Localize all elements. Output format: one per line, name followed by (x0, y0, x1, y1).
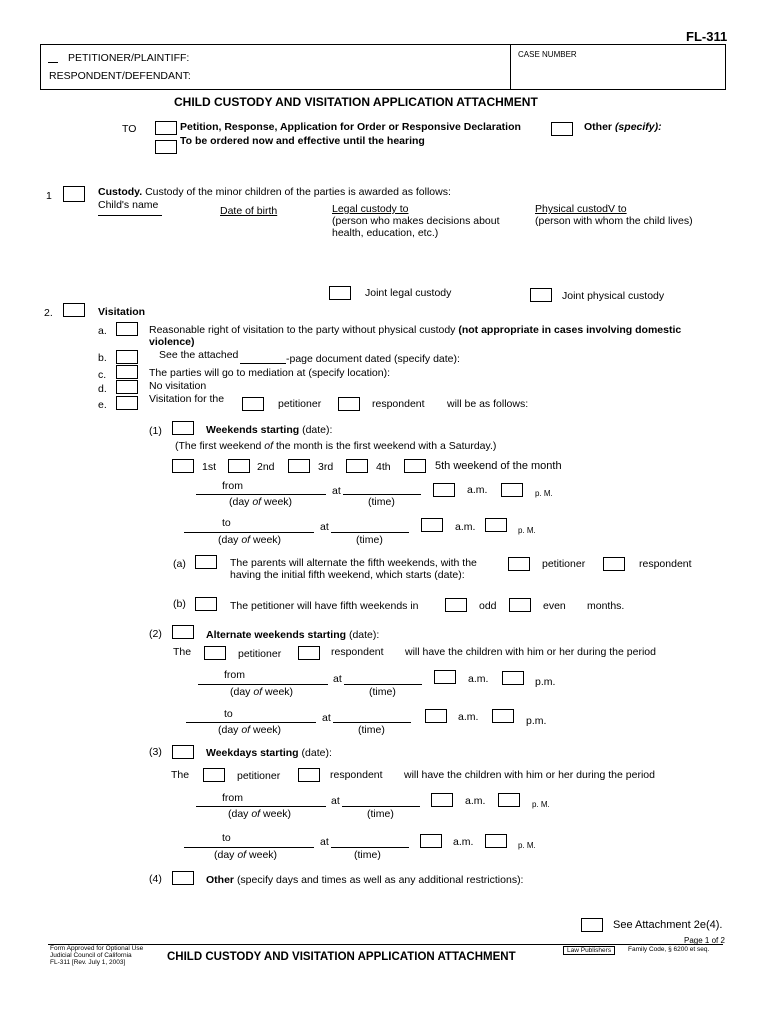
w1-heading-line: Weekends starting (date): (206, 424, 333, 436)
w4-number: (4) (149, 873, 162, 885)
w1-to-day-line[interactable] (184, 532, 314, 533)
w3-from-at: at (331, 795, 340, 807)
s2b-letter: b. (98, 352, 107, 364)
w3-to-time-line[interactable] (331, 847, 409, 848)
s2d-text: No visitation (149, 380, 207, 392)
col-date-of-birth: Date of birth (220, 205, 278, 217)
w2-from-at: at (333, 673, 342, 685)
w1a-text-1: The parents will alternate the fifth weekends, with the (230, 557, 477, 569)
w2-checkbox[interactable] (172, 625, 194, 639)
w1-from-pm-checkbox[interactable] (501, 483, 523, 497)
approval-line-1: Form Approved for Optional Use (50, 945, 144, 952)
w3-from-pm-checkbox[interactable] (498, 793, 520, 807)
w2-petitioner-label: petitioner (238, 648, 282, 660)
w1-to-am-label: a.m. (455, 521, 476, 533)
col-physical-desc: (person with whom the child lives) (535, 215, 693, 227)
w2-from-am-label: a.m. (468, 673, 489, 685)
w1-from-label: from (222, 480, 243, 492)
w3-from-day-line[interactable] (196, 806, 326, 807)
w3-to-am-label: a.m. (453, 836, 474, 848)
to-other-label: Other (specify): (584, 121, 662, 133)
custody-checkbox[interactable] (63, 186, 85, 202)
w3-to-pm-checkbox[interactable] (485, 834, 507, 848)
joint-legal-checkbox[interactable] (329, 286, 351, 300)
s2e-respondent-checkbox[interactable] (338, 397, 360, 411)
w1a-label: (a) (173, 558, 186, 570)
w3-from-time-line[interactable] (342, 806, 420, 807)
s2a-letter: a. (98, 325, 107, 337)
w3-number: (3) (149, 746, 162, 758)
w2-from-pm-label: p.m. (535, 676, 556, 688)
w1-3rd-checkbox[interactable] (288, 459, 310, 473)
w3-respondent-label: respondent (330, 769, 383, 781)
s2d-letter: d. (98, 383, 107, 395)
s2a-bold: (not appropriate in cases involving domestic (458, 324, 682, 336)
w1b-checkbox[interactable] (195, 597, 217, 611)
w1-to-am-checkbox[interactable] (421, 518, 443, 532)
col-legal-desc-1: (person who makes decisions about (332, 215, 500, 227)
w1-to-label: to (222, 517, 231, 529)
s2c-checkbox[interactable] (116, 365, 138, 379)
w1-to-time-caption: (time) (356, 534, 383, 546)
w1-5th-label: 5th weekend of the month (435, 460, 562, 472)
w4-heading-line: Other (specify days and times as well as any additional restrictions): (206, 874, 524, 886)
visitation-checkbox[interactable] (63, 303, 85, 317)
w1-4th-checkbox[interactable] (346, 459, 368, 473)
case-number-label: CASE NUMBER (518, 50, 577, 59)
w2-heading-line: Alternate weekends starting (date): (206, 629, 380, 641)
w1-1st-checkbox[interactable] (172, 459, 194, 473)
w1-to-day-caption: (day of week) (218, 534, 282, 546)
w1-from-time-line[interactable] (343, 494, 421, 495)
w1-from-day-caption: (day of week) (229, 496, 293, 508)
w2-period-text: will have the children with him or her during the period (405, 646, 656, 658)
w1-from-pm-label: p. M. (535, 489, 553, 498)
family-code: Family Code, § 6200 et seq. (628, 946, 710, 953)
footer-rule (48, 944, 723, 945)
w3-heading-line: Weekdays starting (date): (206, 747, 332, 759)
s1-number: 1 (46, 190, 52, 202)
w2-from-am-checkbox[interactable] (434, 670, 456, 684)
w3-from-am-label: a.m. (465, 795, 486, 807)
page-number: Page 1 of 2 (684, 936, 725, 945)
w1-note: (The first weekend of the month is the first weekend with a Saturday.) (175, 440, 497, 452)
w3-to-pm-label: p. M. (518, 841, 536, 850)
w2-to-am-checkbox[interactable] (425, 709, 447, 723)
see-attachment-checkbox[interactable] (581, 918, 603, 932)
w2-to-am-label: a.m. (458, 711, 479, 723)
w3-petitioner-label: petitioner (237, 770, 281, 782)
approval-block (50, 946, 143, 966)
s2e-checkbox[interactable] (116, 396, 138, 410)
w2-the: The (173, 646, 192, 658)
w1a-petitioner-label: petitioner (542, 558, 586, 570)
w1-2nd-checkbox[interactable] (228, 459, 250, 473)
s2b-text-1: See the attached (159, 349, 239, 361)
w3-to-am-checkbox[interactable] (420, 834, 442, 848)
w3-period-text: will have the children with him or her during the period (404, 769, 655, 781)
w3-to-at: at (320, 836, 329, 848)
s2c-letter: c. (98, 369, 107, 381)
w1b-months-label: months. (587, 600, 625, 612)
w3-from-pm-label: p. M. (532, 800, 550, 809)
w1b-odd-checkbox[interactable] (445, 598, 467, 612)
w1b-text: The petitioner will have fifth weekends in (230, 600, 419, 612)
s2b-checkbox[interactable] (116, 350, 138, 364)
to-petition-text: Petition, Response, Application for Order or Responsive Declaration (180, 121, 521, 133)
approval-line-2: Judicial Council of California (50, 951, 132, 959)
s2e-follows: will be as follows: (447, 398, 529, 410)
w2-to-day-caption: (day of week) (218, 724, 282, 736)
approval-line-3: FL-311 [Rev. July 1, 2003] (50, 958, 126, 966)
w2-number: (2) (149, 628, 162, 640)
w3-respondent-checkbox[interactable] (298, 768, 320, 782)
w3-the: The (171, 769, 190, 781)
w2-from-day-caption: (day of week) (230, 686, 294, 698)
w3-from-time-caption: (time) (367, 808, 394, 820)
w2-to-pm-label: p.m. (526, 715, 547, 727)
w2-to-label: to (224, 708, 233, 720)
s2e-petitioner-checkbox[interactable] (242, 397, 264, 411)
w2-to-time-line[interactable] (333, 722, 411, 723)
caption-divider (510, 44, 511, 90)
childs-name-line (98, 215, 162, 216)
w1-heading: Weekends starting (206, 424, 300, 436)
s2a-bold-2: violence) (149, 336, 195, 348)
w2-to-pm-checkbox[interactable] (492, 709, 514, 723)
s2b-pages-line[interactable] (240, 363, 286, 364)
w4-checkbox[interactable] (172, 871, 194, 885)
w1-4th-label: 4th (376, 461, 391, 473)
s2-number: 2. (44, 307, 53, 319)
w1-2nd-label: 2nd (257, 461, 275, 473)
w3-checkbox[interactable] (172, 745, 194, 759)
w2-from-pm-checkbox[interactable] (502, 671, 524, 685)
petitioner-label: PETITIONER/PLAINTIFF: (68, 52, 190, 64)
w2-to-at: at (322, 712, 331, 724)
to-other-checkbox[interactable] (551, 122, 573, 136)
w3-from-am-checkbox[interactable] (431, 793, 453, 807)
w2-respondent-label: respondent (331, 646, 384, 658)
to-petition-checkbox[interactable] (155, 121, 177, 135)
w1-to-at: at (320, 521, 329, 533)
w1-5th-checkbox[interactable] (404, 459, 426, 473)
w1a-respondent-checkbox[interactable] (603, 557, 625, 571)
col-legal-custody: Legal custody to (332, 203, 409, 215)
joint-physical-checkbox[interactable] (530, 288, 552, 302)
w1-3rd-label: 3rd (318, 461, 334, 473)
form-number: FL-311 (686, 29, 728, 44)
w1-from-time-caption: (time) (368, 496, 395, 508)
w1-to-pm-label: p. M. (518, 526, 536, 535)
s2e-text: Visitation for the (149, 393, 225, 405)
w1b-even-label: even (543, 600, 566, 612)
w2-from-time-caption: (time) (369, 686, 396, 698)
custody-heading: Custody. (98, 186, 143, 198)
footer-title: CHILD CUSTODY AND VISITATION APPLICATION ATTACHMENT (167, 951, 516, 963)
w2-to-day-line[interactable] (186, 722, 316, 723)
joint-legal-label: Joint legal custody (365, 287, 452, 299)
w1-from-am-label: a.m. (467, 484, 488, 496)
w1-1st-label: 1st (202, 461, 217, 473)
caption-box (40, 44, 726, 90)
s2e-respondent-label: respondent (372, 398, 425, 410)
w1-checkbox[interactable] (172, 421, 194, 435)
publisher-box: Law Publishers (563, 946, 615, 955)
w4-heading: Other (206, 874, 235, 886)
w1b-even-checkbox[interactable] (509, 598, 531, 612)
w1a-respondent-label: respondent (639, 558, 692, 570)
visitation-heading: Visitation (98, 306, 146, 318)
w1a-checkbox[interactable] (195, 555, 217, 569)
w1b-odd-label: odd (479, 600, 497, 612)
w2-heading: Alternate weekends starting (206, 629, 347, 641)
w1-to-pm-checkbox[interactable] (485, 518, 507, 532)
w1a-text-2: having the initial fifth weekend, which starts (date): (230, 569, 465, 581)
s2a-text: Reasonable right of visitation to the party without physical custody (not appropriate in cases involving domestic (149, 324, 682, 336)
w3-to-label: to (222, 832, 231, 844)
to-other-specify: (specify): (614, 121, 662, 133)
col-childs-name: Child's name (98, 199, 159, 211)
s2a-checkbox[interactable] (116, 322, 138, 336)
see-attachment-label: See Attachment 2e(4). (613, 919, 723, 931)
to-ordered-now-text: To be ordered now and effective until the hearing (180, 135, 425, 147)
s2c-text: The parties will go to mediation at (specify location): (149, 367, 391, 379)
w3-heading: Weekdays starting (206, 747, 299, 759)
w1-from-at: at (332, 485, 341, 497)
w3-to-day-line[interactable] (184, 847, 314, 848)
s2e-letter: e. (98, 399, 107, 411)
petitioner-tick (48, 62, 58, 63)
w3-from-day-caption: (day of week) (228, 808, 292, 820)
s2e-petitioner-label: petitioner (278, 398, 322, 410)
w1-to-time-line[interactable] (331, 532, 409, 533)
to-label: TO (122, 123, 137, 135)
w1-from-day-line[interactable] (196, 494, 326, 495)
w1b-label: (b) (173, 598, 186, 610)
w2-petitioner-checkbox[interactable] (204, 646, 226, 660)
col-physical-custody: Physical custodV to (535, 203, 627, 215)
col-legal-desc-2: health, education, etc.) (332, 227, 439, 239)
respondent-label: RESPONDENT/DEFENDANT: (49, 70, 191, 82)
w1-from-am-checkbox[interactable] (433, 483, 455, 497)
w3-from-label: from (222, 792, 243, 804)
to-ordered-now-checkbox[interactable] (155, 140, 177, 154)
w2-respondent-checkbox[interactable] (298, 646, 320, 660)
form-title: CHILD CUSTODY AND VISITATION APPLICATION ATTACHMENT (174, 95, 538, 109)
s2d-checkbox[interactable] (116, 380, 138, 394)
w2-from-label: from (224, 669, 245, 681)
w1a-petitioner-checkbox[interactable] (508, 557, 530, 571)
w3-to-time-caption: (time) (354, 849, 381, 861)
s2b-text-2: -page document dated (specify date): (286, 353, 460, 365)
w2-from-day-line[interactable] (198, 684, 328, 685)
w3-to-day-caption: (day of week) (214, 849, 278, 861)
w2-from-time-line[interactable] (344, 684, 422, 685)
w1-number: (1) (149, 425, 162, 437)
w2-to-time-caption: (time) (358, 724, 385, 736)
w3-petitioner-checkbox[interactable] (203, 768, 225, 782)
joint-physical-label: Joint physical custody (562, 290, 665, 302)
custody-intro: Custody. Custody of the minor children of the parties is awarded as follows: (98, 186, 451, 198)
